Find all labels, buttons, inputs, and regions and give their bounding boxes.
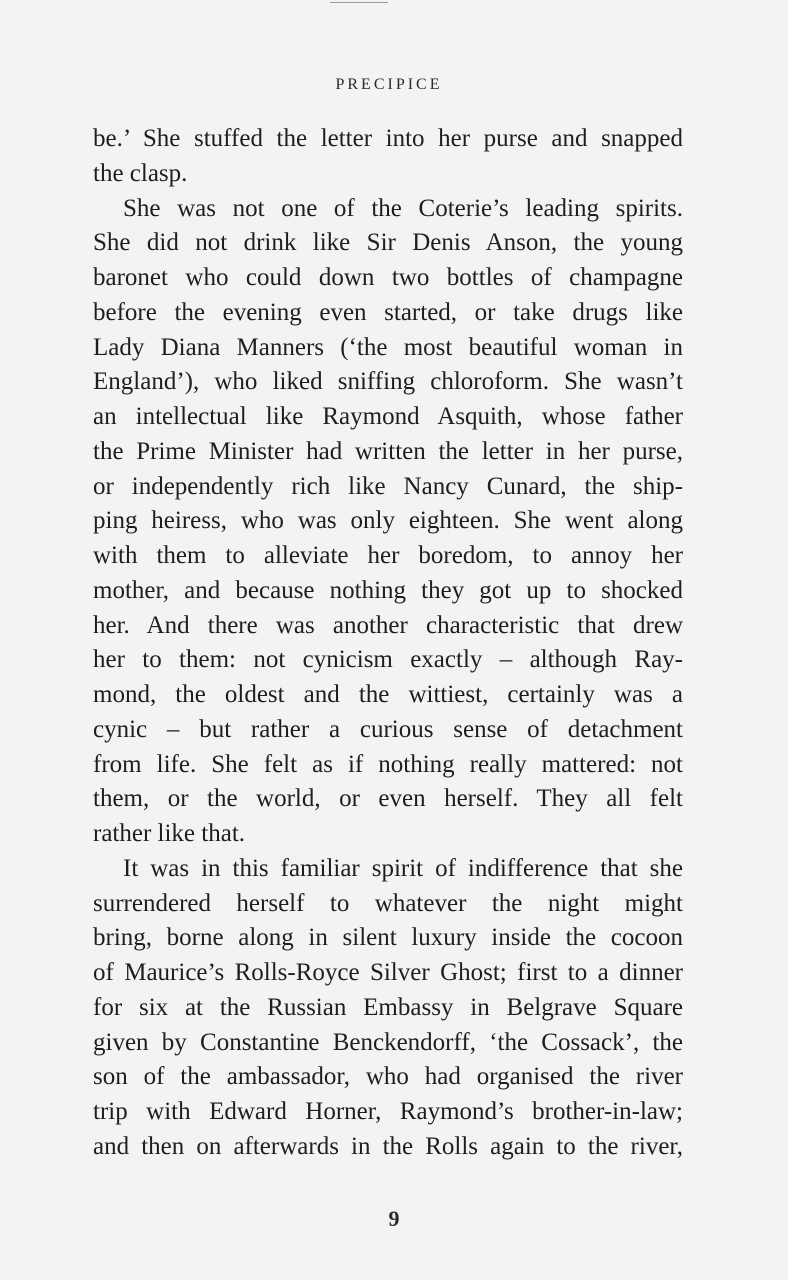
text-line: bring, borne along in silent luxury inside the cocoon <box>93 924 683 952</box>
running-head: PRECIPICE <box>335 76 443 93</box>
text-line: She did not drink like Sir Denis Anson, the young <box>93 229 683 257</box>
text-line: surrendered herself to whatever the night might <box>93 889 683 917</box>
text-line: them, or the world, or even herself. They all felt <box>93 785 683 813</box>
text-line: baronet who could down two bottles of champagne <box>93 264 683 291</box>
text-line: trip with Edward Horner, Raymond’s brother-in-law; <box>93 1098 683 1125</box>
text-line: She was not one of the Coterie’s leading spirits. <box>123 194 683 222</box>
text-line: rather like that. <box>93 820 246 847</box>
text-line: cynic – but rather a curious sense of detachment <box>93 715 683 743</box>
text-line: from life. She felt as if nothing really mattered: not <box>93 750 683 778</box>
body-text <box>93 122 683 1165</box>
text-line: with them to alleviate her boredom, to annoy her <box>93 542 683 569</box>
text-line: before the evening even started, or take drugs like <box>93 298 683 326</box>
text-line: of Maurice’s Rolls-Royce Silver Ghost; first to a dinner <box>93 959 683 986</box>
top-rule <box>330 2 388 3</box>
text-line: an intellectual like Raymond Asquith, whose father <box>93 403 683 430</box>
text-line: for six at the Russian Embassy in Belgrave Square <box>93 993 683 1021</box>
text-line: her. And there was another characteristic that drew <box>93 611 683 639</box>
text-line: the clasp. <box>93 159 188 187</box>
text-line: or independently rich like Nancy Cunard, the ship- <box>93 472 683 500</box>
text-line: mond, the oldest and the wittiest, certainly was a <box>93 681 683 708</box>
text-line: son of the ambassador, who had organised the river <box>93 1063 683 1091</box>
text-line: be.’ She stuffed the letter into her purse and snapped <box>93 125 683 152</box>
text-line: the Prime Minister had written the letter in her purse, <box>93 437 683 465</box>
text-line: given by Constantine Benckendorff, ‘the Cossack’, the <box>93 1028 683 1056</box>
text-line: and then on afterwards in the Rolls again to the river, <box>93 1132 683 1160</box>
text-line: It was in this familiar spirit of indifference that she <box>123 854 683 882</box>
text-line: ping heiress, who was only eighteen. She went along <box>93 507 683 535</box>
text-line: Lady Diana Manners (‘the most beautiful woman in <box>93 333 683 361</box>
text-line: mother, and because nothing they got up to shocked <box>93 576 683 604</box>
text-line: her to them: not cynicism exactly – although Ray- <box>93 646 683 674</box>
page-number: 9 <box>388 1206 400 1231</box>
text-line: England’), who liked sniffing chloroform. She wasn’t <box>93 368 683 396</box>
